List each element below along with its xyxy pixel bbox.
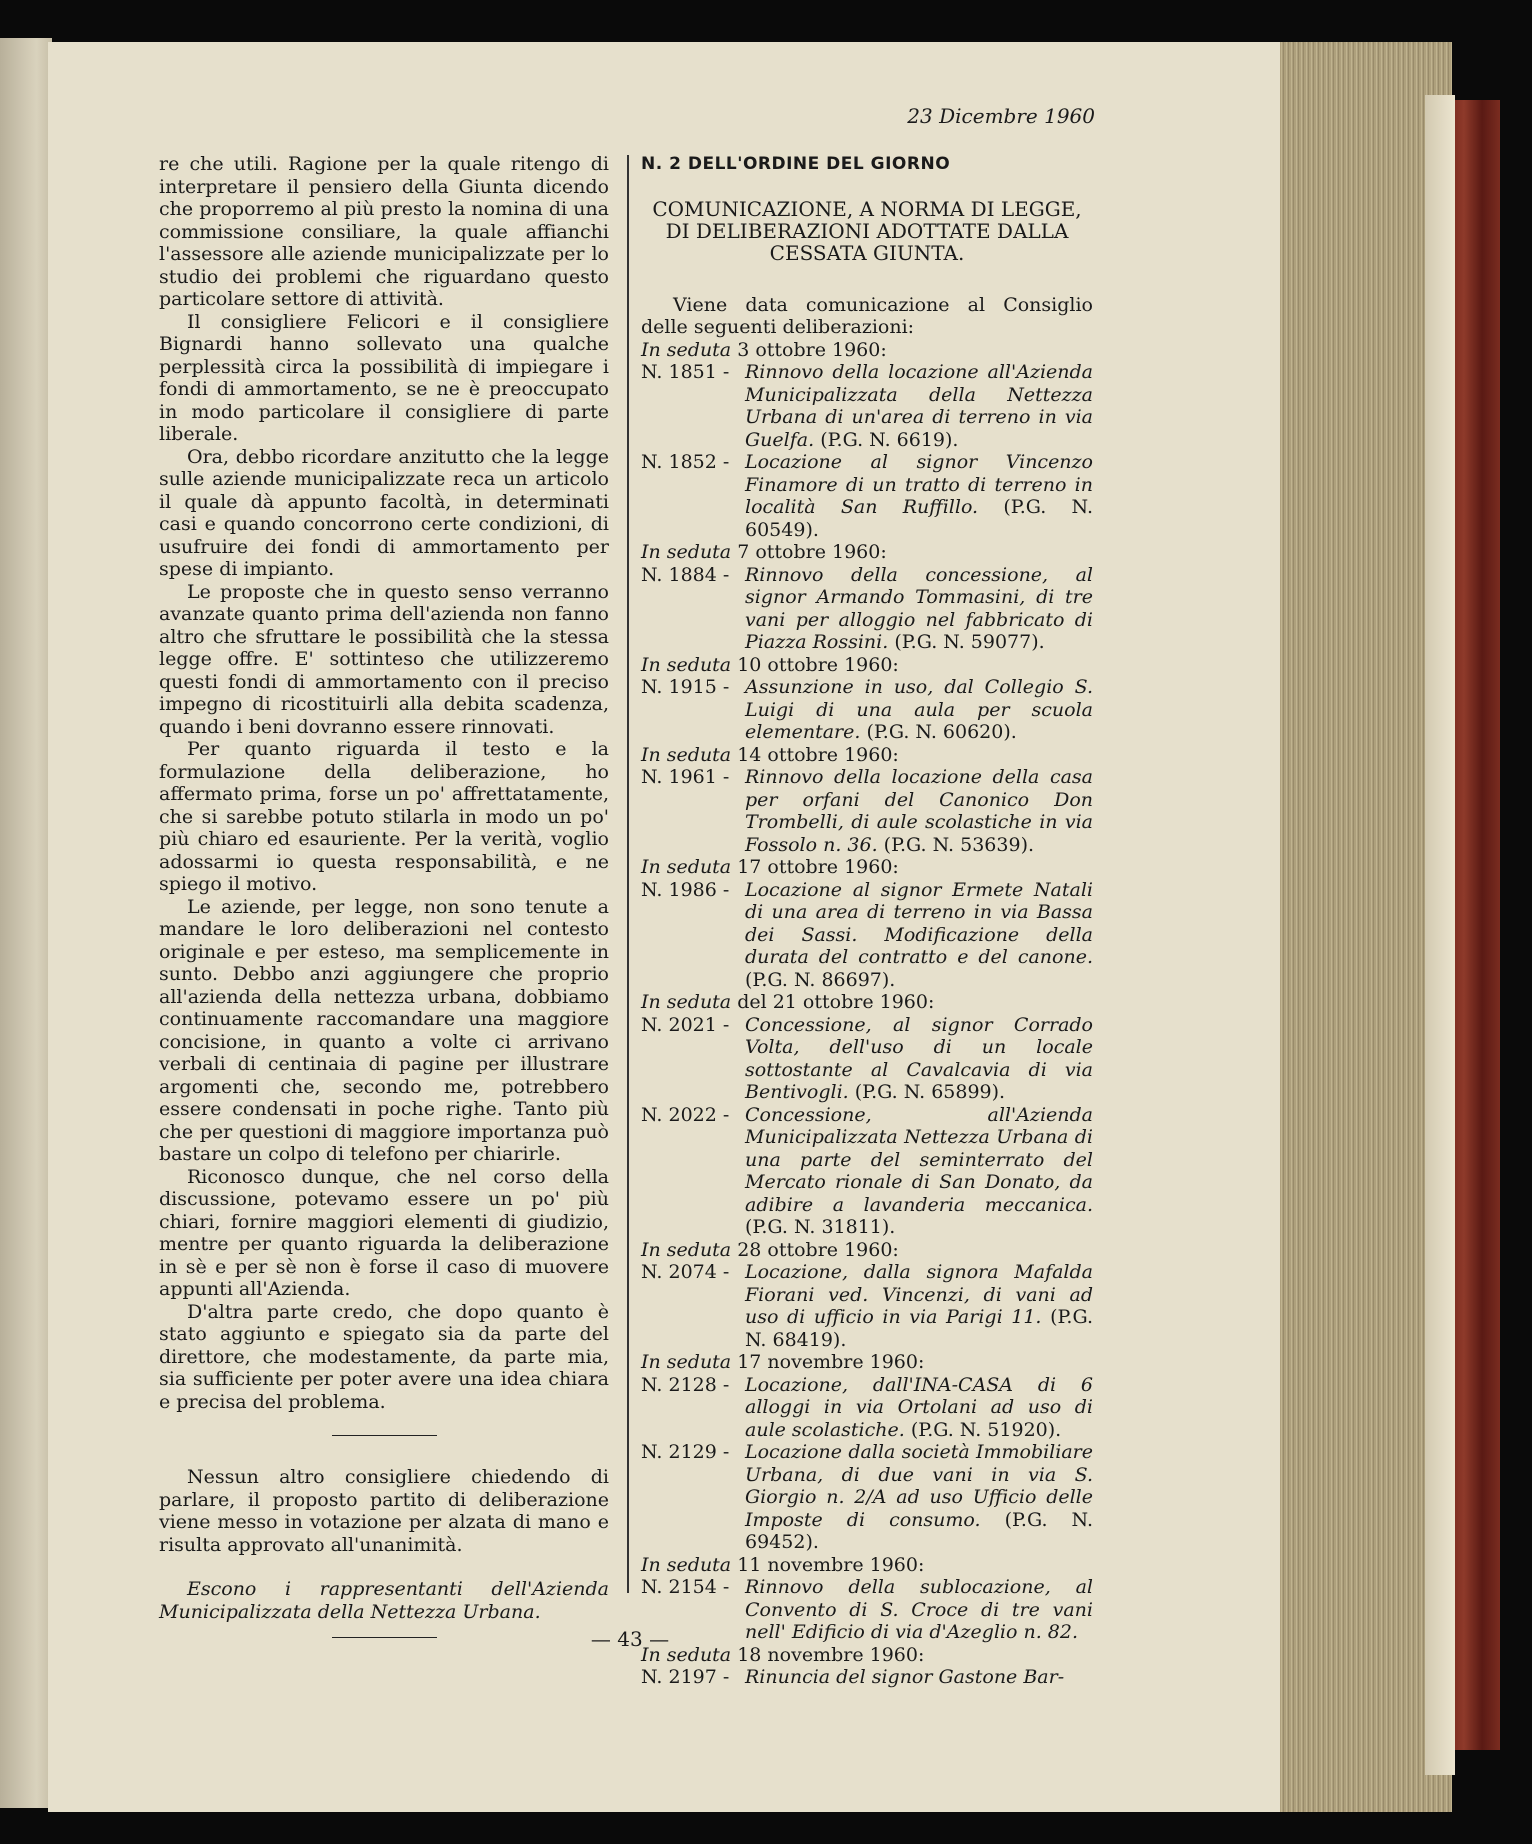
paragraph: Le proposte che in questo senso verranno avanzate quanto prima dell'azienda non fanno altro che sfruttare le possibilità che la stessa legge offre. E' sottinteso che utilizzeremo questi fondi di ammortamento con il preciso impegno di ricostituirli alla debita scadenza, quando i beni dovranno essere rinnovati. (159, 580, 609, 738)
protocol-reference: (P.G. N. 69452). (745, 1508, 1093, 1553)
deliberation-description (745, 361, 1093, 451)
session-label: In seduta (641, 991, 732, 1013)
deliberation-number: N. 2022 - (641, 1103, 730, 1126)
deliberation-description (745, 766, 1093, 856)
deliberation-title: Rinnovo della locazione della casa per orfani del Canonico Don Trombelli, di aule scolastiche in via Fossolo n. 36. (745, 766, 1093, 856)
deliberation-item (641, 361, 1093, 451)
deliberation-number: N. 1915 - (641, 676, 730, 698)
deliberation-item (641, 766, 1093, 856)
deliberation-description (745, 879, 1093, 992)
deliberation-title: Assunzione in uso, dal Collegio S. Luigi di una aula per scuola elementare. (745, 676, 1093, 743)
paragraph: Le aziende, per legge, non sono tenute a mandare le loro deliberazioni nel contesto originale e per esteso, ma semplicemente in sunto. Debbo anzi aggiungere che proprio all'azienda della nettezza urbana, dobbiamo continuamente raccomandare una maggiore concisione, in quanto a volte ci arrivano verbali di centinaia di pagine per illustrare argomenti che, secondo me, potrebbero essere condensati in poche righe. Tanto più che per questioni di maggiore importanza può bastare un colpo di telefono per chiarirle. (159, 895, 609, 1165)
heading-line: COMUNICAZIONE, A NORMA DI LEGGE, (652, 196, 1082, 221)
deliberation-description (745, 564, 1093, 654)
session-label: In seduta (641, 338, 732, 361)
session-date: 18 novembre 1960: (737, 1643, 925, 1666)
session-line (641, 856, 1093, 879)
vote-paragraph: Nessun altro consigliere chiedendo di parlare, il proposto partito di deliberazione viene messo in votazione per alzata di mano e risulta approvato all'unanimità. (159, 1466, 609, 1556)
paragraph: Per quanto riguarda il testo e la formulazione della deliberazione, ho affermato prima, forse un po' affrettatamente, che si sarebbe potuto stilarla in modo un po' più chiaro ed esauriente. Per la verità, voglio adossarmi io questa responsabilità, e ne spiego il motivo. (159, 738, 609, 895)
session-label: In seduta (641, 1351, 732, 1373)
deliberation-title: Locazione dalla società Immobiliare Urbana, di due vani in via S. Giorgio n. 2/A ad uso Ufficio delle Imposte di consumo. (745, 1441, 1093, 1531)
paragraph: re che utili. Ragione per la quale ritengo di interpretare il pensiero della Giunta dicendo che proporremo al più presto la nomina di una commissione consiliare, la quale affianchi l'assessore alle aziende municipalizzate per lo studio dei problemi che riguardano questo particolare settore di attività. (159, 153, 609, 310)
column-divider (627, 155, 629, 1593)
session-date: 11 novembre 1960: (737, 1553, 925, 1576)
deliberation-title: Locazione, dalla signora Mafalda Fiorani ved. Vincenzi, di vani ad uso di ufficio in via Parigi 11. (745, 1261, 1093, 1328)
deliberation-description (745, 1576, 1093, 1644)
deliberation-number: N. 1884 - (641, 563, 730, 586)
deliberation-title: Rinuncia del signor Gastone Bar- (745, 1666, 1065, 1688)
left-column (159, 153, 609, 1638)
deliberation-item (641, 451, 1093, 541)
deliberation-description (745, 1104, 1093, 1239)
book-cover-edge (1425, 95, 1455, 1775)
page-header-date: 23 Dicembre 1960 (907, 104, 1095, 128)
exit-note: Escono i rappresentanti dell'Azienda Municipalizzata della Nettezza Urbana. (159, 1578, 609, 1623)
deliberation-number: N. 1961 - (641, 766, 730, 788)
paragraph: Il consigliere Felicori e il consigliere Bignardi hanno sollevato una qualche perplessità circa la possibilità di impiegare i fondi di ammortamento, se ne è preoccupato in modo particolare il consigliere di parte liberale. (159, 310, 609, 445)
deliberation-number: N. 1852 - (641, 451, 730, 473)
paragraph: Ora, debbo ricordare anzitutto che la legge sulle aziende municipalizzate reca un articolo il quale dà appunto facoltà, in determinati casi e quando concorrono certe condizioni, di usufruire dei fondi di ammortamento per spese di impianto. (159, 445, 609, 580)
deliberation-item (641, 564, 1093, 654)
agenda-item-title: N. 2 DELL'ORDINE DEL GIORNO (641, 154, 951, 174)
session-date: 7 ottobre 1960: (737, 541, 887, 563)
protocol-reference: (P.G. N. 60620). (866, 721, 1017, 743)
protocol-reference: (P.G. N. 65899). (854, 1081, 1006, 1103)
session-label: In seduta (641, 856, 732, 878)
deliberation-number: N. 1986 - (641, 878, 730, 901)
deliberation-item (641, 1666, 1093, 1689)
session-label: In seduta (641, 1553, 732, 1576)
session-line (641, 1554, 1093, 1577)
session-label: In seduta (641, 743, 732, 766)
section-separator (332, 1637, 437, 1638)
deliberation-description (745, 1441, 1093, 1554)
protocol-reference: (P.G. N. 60549). (745, 496, 1093, 541)
deliberation-list (641, 339, 1093, 1689)
session-date: del 21 ottobre 1960: (737, 991, 935, 1013)
session-line (641, 541, 1093, 564)
session-line (641, 991, 1093, 1014)
page-number: — 43 — (590, 1627, 670, 1651)
session-line (641, 1351, 1093, 1374)
protocol-reference: (P.G. N. 53639). (883, 833, 1035, 856)
deliberation-item (641, 879, 1093, 992)
deliberation-number: N. 1851 - (641, 361, 730, 383)
session-date: 10 ottobre 1960: (737, 653, 899, 676)
deliberation-number: N. 2129 - (641, 1441, 730, 1463)
session-line (641, 1239, 1093, 1262)
heading-line: CESSATA GIUNTA. (769, 240, 965, 265)
session-date: 14 ottobre 1960: (737, 743, 899, 766)
protocol-reference: (P.G. N. 51920). (910, 1418, 1062, 1441)
protocol-reference: (P.G. N. 59077). (894, 631, 1045, 653)
section-heading (641, 198, 1093, 264)
paragraph: Riconosco dunque, che nel corso della discussione, potevamo essere un po' più chiari, fornire maggiori elementi di giudizio, mentre per quanto riguarda la deliberazione in sè e per sè non è forse il caso di muovere appunti all'Azienda. (159, 1165, 609, 1300)
deliberation-number: N. 2197 - (641, 1666, 730, 1688)
deliberation-title: Concessione, all'Azienda Municipalizzata Nettezza Urbana di una parte del seminterrato del Mercato rionale di San Donato, da adibire a lavanderia meccanica. (745, 1103, 1093, 1216)
deliberation-title: Locazione al signor Vincenzo Finamore di un tratto di terreno in località San Ruffillo. (745, 451, 1093, 518)
deliberation-item (641, 1441, 1093, 1554)
session-line (641, 744, 1093, 767)
deliberation-item (641, 676, 1093, 744)
deliberation-item (641, 1261, 1093, 1351)
deliberation-title: Rinnovo della locazione all'Azienda Municipalizzata della Nettezza Urbana di un'area di terreno in via Guelfa. (745, 361, 1093, 451)
protocol-reference: (P.G. N. 68419). (745, 1306, 1093, 1351)
deliberation-title: Rinnovo della concessione, al signor Armando Tommasini, di tre vani per alloggio nel fabbricato di Piazza Rossini. (745, 563, 1093, 653)
deliberation-title: Rinnovo della sublocazione, al Convento di S. Croce di tre vani nell' Edificio di via d'Azeglio n. 82. (745, 1576, 1093, 1643)
intro-paragraph: Viene data comunicazione al Consiglio delle seguenti deliberazioni: (641, 293, 1093, 338)
deliberation-number: N. 2021 - (641, 1013, 730, 1036)
deliberation-description (745, 1374, 1093, 1442)
session-label: In seduta (641, 653, 732, 676)
session-date: 17 ottobre 1960: (737, 856, 899, 878)
deliberation-description (745, 451, 1093, 541)
deliberation-number: N. 2128 - (641, 1373, 730, 1396)
deliberation-item (641, 1374, 1093, 1442)
session-label: In seduta (641, 541, 732, 563)
deliberation-title: Locazione al signor Ermete Natali di una area di terreno in via Bassa dei Sassi. Modificazione della durata del contratto e del canone. (745, 878, 1093, 968)
session-line (641, 339, 1093, 362)
deliberation-title: Locazione, dall'INA-CASA di 6 alloggi in via Ortolani ad uso di aule scolastiche. (745, 1373, 1093, 1441)
deliberation-item (641, 1104, 1093, 1239)
session-label: In seduta (641, 1643, 732, 1666)
deliberation-number: N. 2154 - (641, 1576, 730, 1598)
session-label: In seduta (641, 1238, 732, 1261)
session-date: 28 ottobre 1960: (737, 1238, 899, 1261)
protocol-reference: (P.G. N. 31811). (745, 1216, 896, 1238)
right-column (641, 153, 1093, 1689)
session-line (641, 654, 1093, 677)
session-date: 17 novembre 1960: (737, 1351, 925, 1373)
session-date: 3 ottobre 1960: (737, 338, 887, 361)
protocol-reference: (P.G. N. 6619). (820, 428, 959, 451)
deliberation-item (641, 1014, 1093, 1104)
deliberation-description (745, 1014, 1093, 1104)
deliberation-description (745, 1666, 1093, 1689)
paragraph: D'altra parte credo, che dopo quanto è stato aggiunto e spiegato sia da parte del direttore, che modestamente, da parte mia, sia sufficiente per poter avere una idea chiara e precisa del problema. (159, 1300, 609, 1413)
deliberation-title: Concessione, al signor Corrado Volta, dell'uso di un locale sottostante al Cavalcavia di via Bentivogli. (745, 1013, 1093, 1103)
deliberation-number: N. 2074 - (641, 1261, 730, 1283)
protocol-reference: (P.G. N. 86697). (745, 968, 896, 991)
heading-line: DI DELIBERAZIONI ADOTTATE DALLA (665, 218, 1069, 243)
deliberation-description (745, 676, 1093, 744)
deliberation-description (745, 1261, 1093, 1351)
left-page-edge (0, 38, 52, 1808)
